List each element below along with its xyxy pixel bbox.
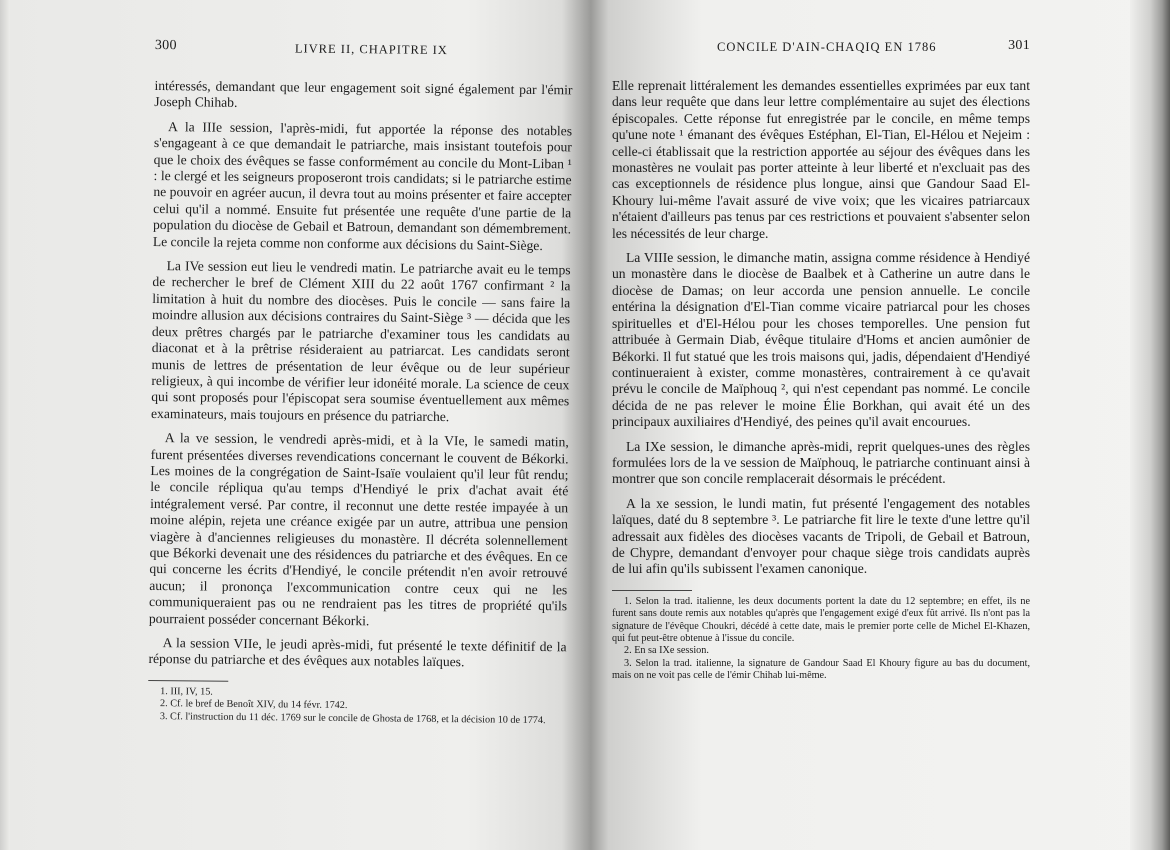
page-edge-left [0, 0, 10, 850]
running-head [612, 38, 1030, 60]
left-page [148, 38, 573, 727]
footnote: 2. Cf. le bref de Benoît XIV, du 14 févr. 1742. [159, 698, 348, 712]
paragraph: intéressés, demandant que leur engagement soit signé également par l'émir Joseph Chihab. [154, 77, 573, 111]
page-number: 300 [154, 38, 177, 54]
running-title: CONCILE D'AIN-CHAQIQ EN 1786 [717, 40, 937, 54]
paragraph: La VIIIe session, le dimanche matin, assigna comme résidence à Hendiyé un monastère dans le diocèse de Baalbek et à Catherine un autre dans le diocèse de Damas; on leur accorda une pension annuelle. Le concile entérina la désignation d'El-Tian comme vicaire patriarcal pour les choses spirituelles et d'El-Hélou pour les choses temporelles. Une pension fut attribuée à Germain Diab, évêque titulaire d'Homs et ancien aumônier de Békorki. Il fut statué que les trois maisons qui, jadis, dépendaient d'Hendiyé continueraient à exister, comme monastères, contrairement à ce qu'avait prévu le concile de Maïphouq ², qui n'est cependant pas nommé. Le concile décida de ne pas relever le moine Élie Borkhan, qui avait été un des principaux auxiliaires d'Hendiyé, des peines qu'il avait encourues. [612, 250, 1030, 430]
paragraph: La IVe session eut lieu le vendredi matin. Le patriarche avait eu le temps de rechercher le bref de Clément XIII du 22 août 1767 confirmant ² la limitation à huit du nombre des diocèses. Puis le concile — sans faire la moindre allusion aux décisions contraires du Saint-Siège ³ — décida que les deux prêtres chargés par le patriarche d'examiner tous les candidats au diaconat et à la prêtrise résideraient au patriarcat. Les candidats seront munis de lettres de présentation de leur évêque ou de leur supérieur religieux, à qui incombe de vérifier leur idonéité morale. La science de ceux qui sont proposés pour l'épiscopat sera soumise éventuellement aux mêmes examinateurs, mais toujours en présence du patriarche. [150, 258, 571, 424]
running-title: LIVRE II, CHAPITRE IX [294, 41, 448, 58]
page-number: 301 [1008, 38, 1030, 53]
footnote: 1. Selon la trad. italienne, les deux documents portent la date du 12 septembre; en effet, ils ne furent sans doute remis aux notables qu'après que l'engagement exigé d'eux fût arrivé. Ils n'ont pas la signature de l'évêque Choukri, décédé à cette date, mais le premier porte celle de Michel El-Khazen, qui fut peut-être obtenue à l'issue du concile. [612, 595, 1030, 644]
page-edge-right [1130, 0, 1170, 850]
footnote: 2. En sa IXe session. [624, 645, 709, 657]
paragraph: A la session VIIe, le jeudi après-midi, fut présenté le texte définitif de la réponse du patriarche et des évêques aux notables laïques. [148, 635, 567, 670]
paragraph: Elle reprenait littéralement les demandes essentielles exprimées par eux tant dans leur requête que dans leur lettre complémentaire au sujet des élections épiscopales. Cette réponse fut enregistrée par le concile, en même temps qu'une note ¹ émanant des évêques Estéphan, El-Tian, El-Hélou et Nejeim : celle-ci établissait que la restriction apportée au séjour des évêques dans les monastères ne voulait pas porter atteinte à leur liberté et n'excluait pas des cas exceptionnels de résidence plus longue, ainsi que Gandour Saad El-Khoury lui-même l'avait assuré de vive voix; que les vicaires patriarcaux n'étaient d'ailleurs pas tenus par ces restrictions et pouvaient s'absenter selon les nécessités de leur charge. [612, 78, 1030, 241]
paragraph: A la IIIe session, l'après-midi, fut apportée la réponse des notables s'engageant à ce que demandait le patriarche, mais insistant toutefois pour que le choix des évêques se fasse conformément au concile du Mont-Liban ¹ : le clergé et les seigneurs proposeront trois candidats; si le patriarche estime ne pouvoir en agréer aucun, il devra tout au moins présenter et faire accepter celui qu'il a nommé. Ensuite fut présentée une requête d'une partie de la population du diocèse de Gebail et Batroun, demandant son démembrement. Le concile la rejeta comme non conforme aux décisions du Saint-Siège. [152, 118, 573, 253]
paragraph: La IXe session, le dimanche après-midi, reprit quelques-unes des règles formulées lors de la ve session de Maïphouq, le patriarche continuant ainsi à montrer que son concile remplacerait désormais le précédent. [612, 438, 1030, 487]
footnote: 3. Cf. l'instruction du 11 déc. 1769 sur le concile de Ghosta de 1768, et la décision 10 de 1774. [159, 710, 546, 726]
paragraph: A la ve session, le vendredi après-midi, et à la VIe, le samedi matin, furent présentées diverses revendications concernant le couvent de Békorki. Les moines de la congrégation de Saint-Isaïe voulaient qu'il leur fût rendu; le concile répliqua qu'au temps d'Hendiyé le prix d'achat avait été intégralement versé. Par contre, il reconnut une dette restée impayée à un moine alépin, rejeta une créance exigée par un autre, attribua une pension viagère à d'anciennes religieuses du monastère. Il décréta solennellement que Békorki devenait une des résidences du patriarche et des évêques. En ce qui concerne les écrits d'Hendiyé, le concile prétendit n'en avoir retrouvé aucun; il prononça l'excommunication contre ceux qui ne les communiqueraient pas ou ne rendraient pas les titres de propriété qu'ils pourraient posséder concernant Békorki. [148, 430, 569, 628]
footnote: 3. Selon la trad. italienne, la signature de Gandour Saad El Khoury figure au bas du document, mais on ne voit pas celle de l'émir Chihab lui-même. [612, 657, 1030, 682]
running-head [155, 38, 573, 64]
paragraph: A la xe session, le lundi matin, fut présenté l'engagement des notables laïques, daté du 8 septembre ³. Le patriarche fit lire le texte d'une lettre qu'il adressait aux fidèles des diocèses vacants de Tripoli, de Gebail et Batroun, de Chypre, demandant d'envoyer pour chaque siège trois candidats auprès de lui afin qu'ils subissent l'examen canonique. [612, 495, 1030, 577]
footnote: 1. III, IV, 15. [160, 685, 213, 698]
footnotes [148, 680, 566, 728]
page-body [148, 78, 572, 672]
page-body [612, 78, 1030, 578]
right-page [612, 38, 1030, 683]
footnotes [612, 590, 1030, 683]
